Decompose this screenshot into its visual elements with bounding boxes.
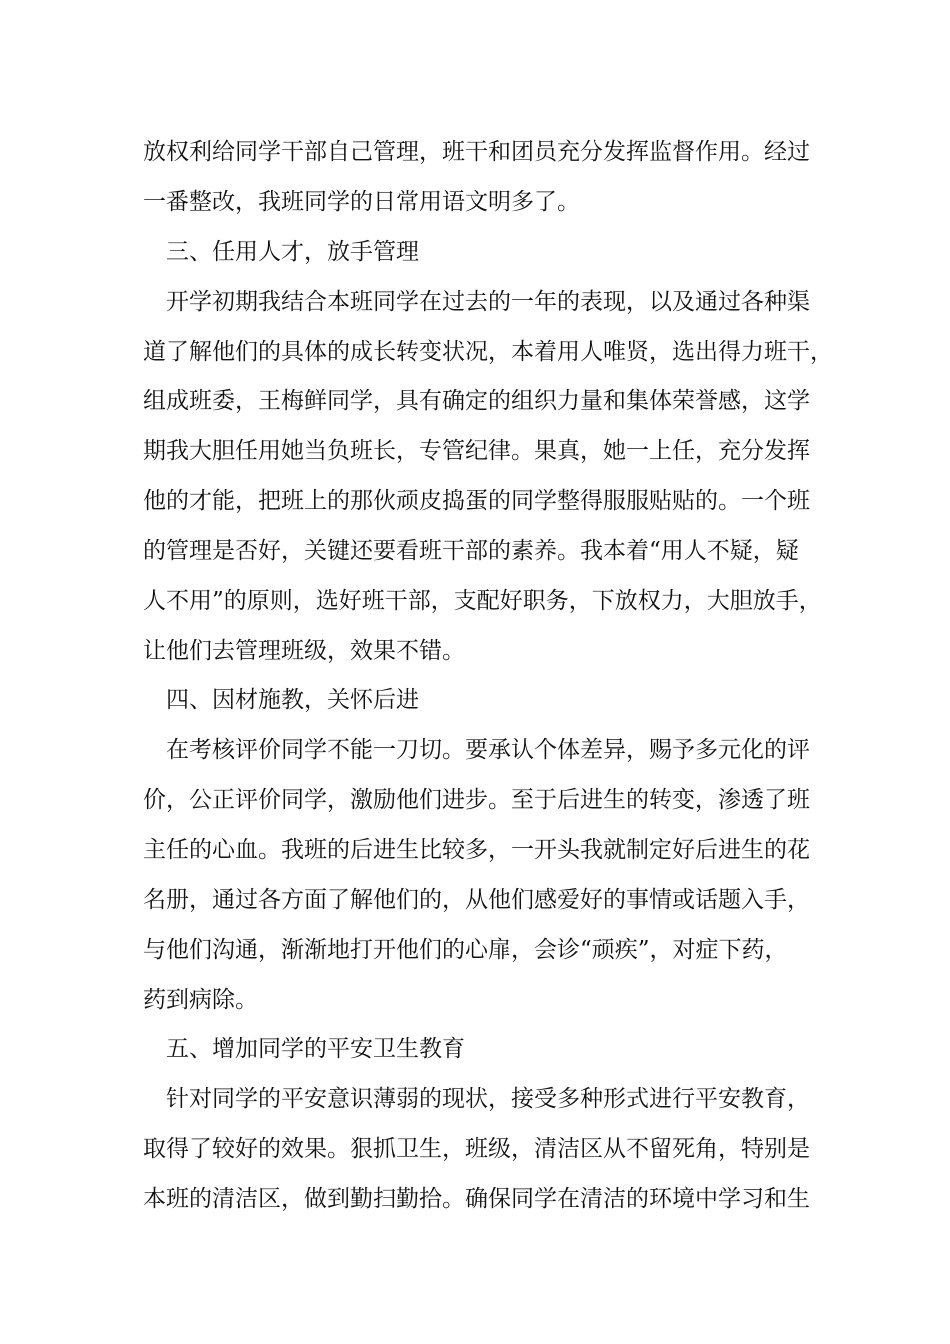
section-heading: 五、增加同学的平安卫生教育 [166,1036,465,1062]
paragraph-line: 开学初期我结合本班同学在过去的一年的表现，以及通过各种渠 [166,289,810,315]
paragraph-line: 让他们去管理班级，效果不错。 [143,638,465,664]
section-heading: 四、因材施教，关怀后进 [166,687,419,713]
paragraph-line: 与他们沟通，渐渐地打开他们的心扉，会诊“顽疾”，对症下药， [143,937,788,963]
paragraph-line: 在考核评价同学不能一刀切。要承认个体差异，赐予多元化的评 [166,737,810,763]
paragraph-line: 主任的心血。我班的后进生比较多，一开头我就制定好后进生的花 [143,837,810,863]
section-heading: 三、任用人才，放手管理 [166,239,419,265]
paragraph-line: 名册，通过各方面了解他们的，从他们感爱好的事情或话题入手， [143,887,810,913]
paragraph-line: 组成班委，王梅鲜同学，具有确定的组织力量和集体荣誉感，这学 [143,388,810,414]
paragraph-line: 针对同学的平安意识薄弱的现状，接受多种形式进行平安教育， [166,1086,810,1112]
paragraph-line: 道了解他们的具体的成长转变状况，本着用人唯贤，选出得力班干， [143,339,833,365]
paragraph-line: 的管理是否好，关键还要看班干部的素养。我本着“用人不疑，疑 [143,538,799,564]
paragraph-line: 人不用”的原则，选好班干部，支配好职务，下放权力，大胆放手， [143,588,822,614]
paragraph-line: 放权利给同学干部自己管理，班干和团员充分发挥监督作用。经过 [143,139,810,165]
paragraph-line: 本班的清洁区，做到勤扫勤拾。确保同学在清洁的环境中学习和生 [143,1186,810,1212]
paragraph-line: 期我大胆任用她当负班长，专管纪律。果真，她一上任，充分发挥 [143,438,810,464]
paragraph-line: 价，公正评价同学，激励他们进步。至于后进生的转变，渗透了班 [143,787,810,813]
paragraph-line: 一番整改，我班同学的日常用语文明多了。 [143,189,580,215]
paragraph-line: 取得了较好的效果。狠抓卫生，班级，清洁区从不留死角，特别是 [143,1136,810,1162]
paragraph-line: 药到病除。 [143,987,258,1013]
paragraph-line: 他的才能，把班上的那伙顽皮捣蛋的同学整得服服贴贴的。一个班 [143,488,810,514]
